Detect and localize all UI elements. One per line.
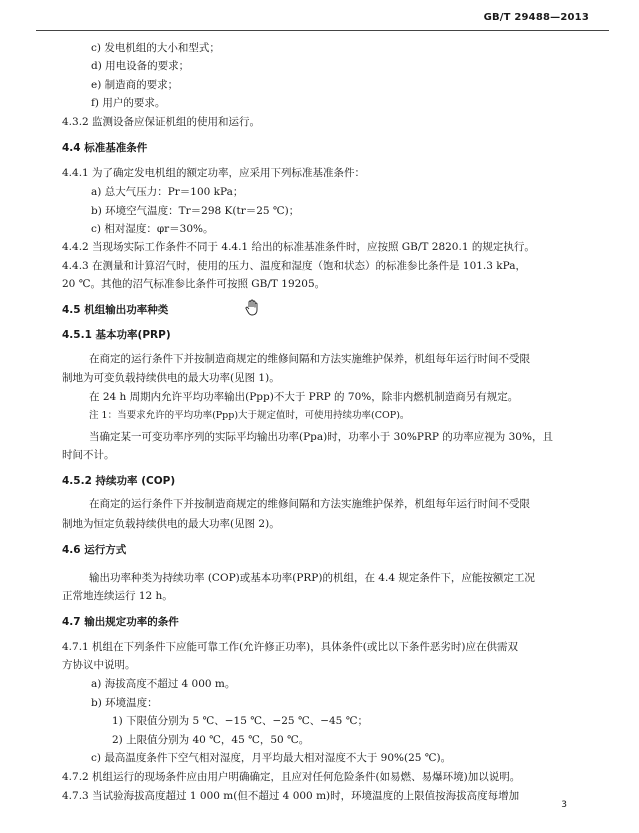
section-heading: 4.5.1 基本功率(PRP) [62, 329, 171, 341]
text-line: 4.3.2 监测设备应保证机组的使用和运行。 [62, 116, 261, 128]
text-line: 4.4.1 为了确定发电机组的额定功率，应采用下列标准基准条件： [62, 167, 366, 179]
text-line: e) 制造商的要求； [91, 79, 179, 91]
section-heading: 4.5.2 持续功率 (COP) [62, 475, 176, 487]
text-line: 20 ℃。其他的沼气标准参比条件可按照 GB/T 19205。 [62, 278, 326, 290]
header-rule [36, 30, 609, 31]
text-line: b) 环境温度： [91, 697, 158, 709]
text-line: 输出功率种类为持续功率 (COP)或基本功率(PRP)的机组，在 4.4 规定条件下，应能按额定工况 [89, 572, 535, 584]
text-line: 制地为可变负载持续供电的最大功率(见图 1)。 [62, 372, 280, 384]
text-line: 在 24 h 周期内允许平均功率输出(Ppp)不大于 PRP 的 70%，除非内燃机制造商另有规定。 [89, 391, 519, 403]
text-line: 4.4.2 当现场实际工作条件不同于 4.4.1 给出的标准基准条件时，应按照 GB/T 2820.1 的规定执行。 [62, 241, 535, 253]
standard-code-header: GB/T 29488—2013 [483, 12, 589, 23]
text-line: 4.7.2 机组运行的现场条件应由用户明确确定，且应对任何危险条件(如易燃、易爆环境)加以说明。 [62, 771, 521, 783]
text-line: c) 相对湿度：φr＝30%。 [91, 223, 214, 235]
text-line: 1) 下限值分别为 5 ℃、−15 ℃、−25 ℃、−45 ℃； [112, 715, 368, 727]
text-line: 在商定的运行条件下并按制造商规定的维修间隔和方法实施维护保养，机组每年运行时间不受限 [89, 353, 530, 365]
text-line: 时间不计。 [62, 449, 115, 461]
text-line: b) 环境空气温度：Tr＝298 K(tr＝25 ℃)； [91, 205, 300, 217]
text-line: 4.4.3 在测量和计算沼气时，使用的压力、温度和湿度（饱和状态）的标准参比条件是 101.3 kPa， [62, 260, 527, 272]
section-heading: 4.6 运行方式 [62, 544, 127, 556]
text-line: 在商定的运行条件下并按制造商规定的维修间隔和方法实施维护保养，机组每年运行时间不受限 [89, 498, 530, 510]
section-heading: 4.5 机组输出功率种类 [62, 304, 169, 316]
text-line: 当确定某一可变功率序列的实际平均输出功率(Ppa)时，功率小于 30%PRP 的功率应视为 30%，且 [89, 431, 553, 443]
text-line: a) 总大气压力：Pr＝100 kPa； [91, 186, 244, 198]
hand-cursor-icon [244, 299, 260, 317]
text-line: 方协议中说明。 [62, 659, 136, 671]
text-line: 制地为恒定负载持续供电的最大功率(见图 2)。 [62, 518, 280, 530]
section-heading: 4.4 标准基准条件 [62, 142, 148, 154]
section-heading: 4.7 输出规定功率的条件 [62, 616, 179, 628]
note-line: 注 1：当要求允许的平均功率(Ppp)大于规定值时，可使用持续功率(COP)。 [89, 410, 410, 421]
page-number: 3 [561, 800, 567, 810]
text-line: d) 用电设备的要求； [91, 60, 190, 72]
text-line: c) 最高温度条件下空气相对湿度，月平均最大相对湿度不大于 90%(25 ℃)。 [91, 752, 452, 764]
text-line: 正常地连续运行 12 h。 [62, 590, 173, 602]
text-line: 2) 上限值分别为 40 ℃，45 ℃，50 ℃。 [112, 734, 310, 746]
text-line: 4.7.1 机组在下列条件下应能可靠工作(允许修正功率)，具体条件(或比以下条件恶劣时)应在供需双 [62, 641, 518, 653]
text-line: a) 海拔高度不超过 4 000 m。 [91, 678, 236, 690]
text-line: c) 发电机组的大小和型式； [91, 42, 220, 54]
text-line: 4.7.3 当试验海拔高度超过 1 000 m(但不超过 4 000 m)时，环境温度的上限值按海拔高度每增加 [62, 790, 520, 802]
text-line: f) 用户的要求。 [91, 97, 166, 109]
